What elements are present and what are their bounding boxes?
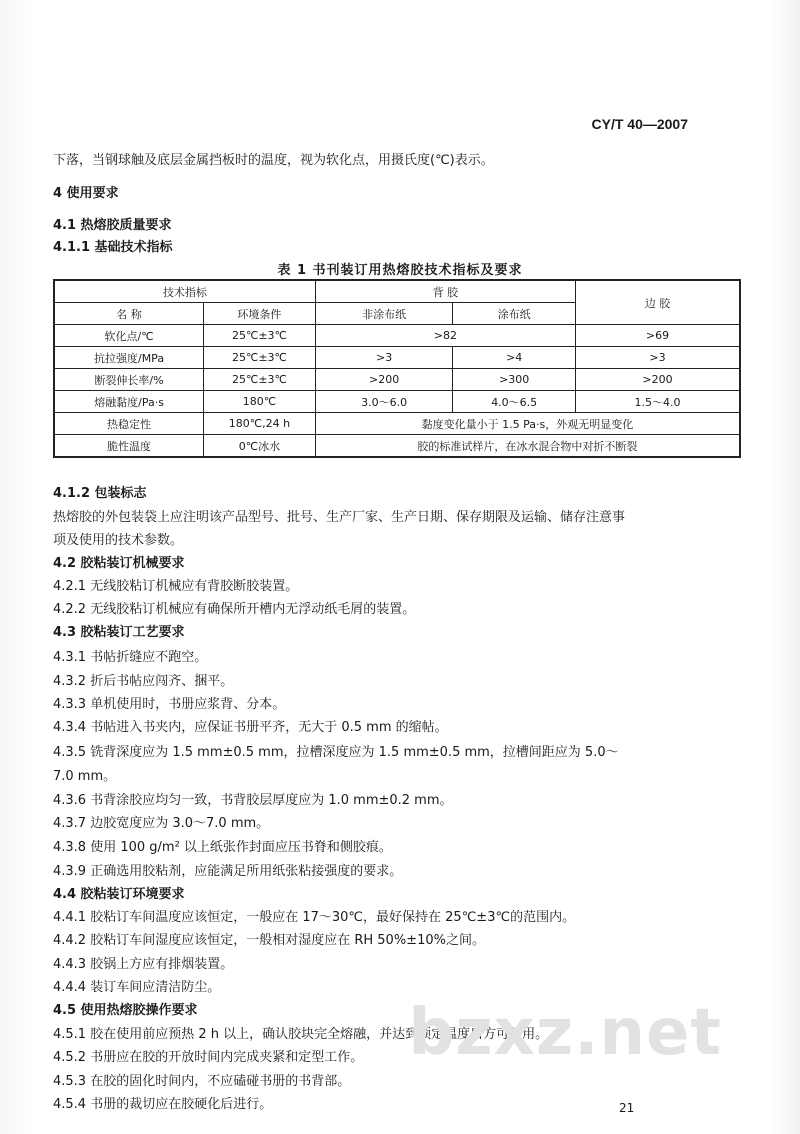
header-uncoated: 非涂布纸	[315, 303, 453, 325]
paragraph-line: 4.4.3 胶锅上方应有排烟装置。	[53, 957, 234, 972]
paragraph-line: 4.3.4 书帖进入书夹内，应保证书册平齐，无大于 0.5 mm 的缩帖。	[53, 720, 448, 735]
paragraph-line: 4.5.1 胶在使用前应预热 2 h 以上，确认胶块完全熔融，并达到预定温度后方可使用。	[53, 1027, 549, 1042]
section-heading: 4.1.2 包装标志	[53, 486, 147, 501]
paragraph-line: 4.3.8 使用 100 g/m² 以上纸张作封面应压书脊和侧胶痕。	[53, 840, 392, 855]
page-number: 21	[619, 1101, 635, 1115]
cell-side: >3	[576, 347, 741, 369]
section-heading: 4.3 胶粘装订工艺要求	[53, 625, 185, 640]
paragraph-line: 4.3.7 边胶宽度应为 3.0～7.0 mm。	[53, 816, 270, 831]
cell-env: 180℃,24 h	[204, 413, 316, 435]
paragraph-line: 4.2.1 无线胶粘订机械应有背胶断胶装置。	[53, 579, 299, 594]
cell-side: >69	[576, 325, 741, 347]
cell-name: 抗拉强度/MPa	[54, 347, 204, 369]
header-coated: 涂布纸	[453, 303, 576, 325]
paragraph-line: 4.2.2 无线胶粘订机械应有确保所开槽内无浮动纸毛屑的装置。	[53, 602, 416, 617]
paragraph-line: 7.0 mm。	[53, 769, 117, 784]
paragraph-line: 4.3.5 铣背深度应为 1.5 mm±0.5 mm，拉槽深度应为 1.5 mm±0.5 mm，拉槽间距应为 5.0～	[53, 745, 619, 760]
paragraph-line: 4.5.2 书册应在胶的开放时间内完成夹紧和定型工作。	[53, 1050, 364, 1065]
section-heading: 4.4 胶粘装订环境要求	[53, 887, 185, 902]
header-back-glue: 背 胶	[315, 280, 575, 303]
header-side-glue: 边 胶	[576, 280, 741, 325]
cell-merged: 黏度变化量小于 1.5 Pa·s，外观无明显变化	[315, 413, 740, 435]
cell-uncoated: >200	[315, 369, 453, 391]
paragraph-line: 4.4.1 胶粘订车间温度应该恒定，一般应在 17～30℃，最好保持在 25℃±3℃的范围内。	[53, 910, 576, 925]
section-heading: 4.5 使用热熔胶操作要求	[53, 1003, 198, 1018]
cell-uncoated: >3	[315, 347, 453, 369]
table-row	[54, 325, 740, 347]
paragraph-line: 4.3.6 书背涂胶应均匀一致，书背胶层厚度应为 1.0 mm±0.2 mm。	[53, 793, 453, 808]
spec-table	[53, 279, 741, 458]
header-environment: 环境条件	[204, 303, 316, 325]
table-row	[54, 347, 740, 369]
cell-back-merged: >82	[315, 325, 575, 347]
watermark: bzxz.net	[408, 996, 722, 1070]
cell-env: 0℃冰水	[204, 435, 316, 458]
section-4-1-title: 4.1 热熔胶质量要求	[53, 218, 172, 233]
cell-name: 热稳定性	[54, 413, 204, 435]
cell-coated: >4	[453, 347, 576, 369]
paragraph-line: 热熔胶的外包装袋上应注明该产品型号、批号、生产厂家、生产日期、保存期限及运输、储存注意事	[53, 510, 626, 525]
paragraph-line: 4.3.9 正确选用胶粘剂，应能满足所用纸张粘接强度的要求。	[53, 864, 403, 879]
paragraph-line: 4.3.1 书帖折缝应不跑空。	[53, 650, 208, 665]
table-header-row	[54, 280, 740, 303]
paragraph-line: 4.4.2 胶粘订车间湿度应该恒定，一般相对湿度应在 RH 50%±10%之间。	[53, 933, 485, 948]
cell-coated: 4.0～6.5	[453, 391, 576, 413]
cell-merged: 胶的标准试样片，在冰水混合物中对折不断裂	[315, 435, 740, 458]
paragraph-line: 4.4.4 装订车间应清洁防尘。	[53, 980, 221, 995]
intro-text: 下落，当钢球触及底层金属挡板时的温度，视为软化点，用摄氏度(℃)表示。	[53, 153, 494, 168]
cell-name: 熔融黏度/Pa·s	[54, 391, 204, 413]
paragraph-line: 项及使用的技术参数。	[53, 533, 184, 548]
table-row	[54, 369, 740, 391]
header-name: 名 称	[54, 303, 204, 325]
document-code: CY/T 40—2007	[591, 116, 688, 132]
cell-name: 断裂伸长率/%	[54, 369, 204, 391]
header-tech-indicators: 技术指标	[54, 280, 315, 303]
section-4-1-1-title: 4.1.1 基础技术指标	[53, 240, 173, 255]
paragraph-line: 4.5.3 在胶的固化时间内，不应磕碰书册的书背部。	[53, 1074, 351, 1089]
section-4-title: 4 使用要求	[53, 186, 119, 201]
cell-side: 1.5～4.0	[576, 391, 741, 413]
paragraph-line: 4.5.4 书册的裁切应在胶硬化后进行。	[53, 1097, 273, 1112]
cell-env: 25℃±3℃	[204, 325, 316, 347]
table-caption: 表 1 书刊装订用热熔胶技术指标及要求	[277, 263, 523, 278]
cell-env: 180℃	[204, 391, 316, 413]
table-row	[54, 391, 740, 413]
cell-side: >200	[576, 369, 741, 391]
cell-env: 25℃±3℃	[204, 347, 316, 369]
cell-uncoated: 3.0～6.0	[315, 391, 453, 413]
cell-env: 25℃±3℃	[204, 369, 316, 391]
section-heading: 4.2 胶粘装订机械要求	[53, 556, 185, 571]
table-row	[54, 435, 740, 458]
table-row	[54, 413, 740, 435]
paragraph-line: 4.3.2 折后书帖应闯齐、捆平。	[53, 674, 234, 689]
paragraph-line: 4.3.3 单机使用时，书册应浆背、分本。	[53, 697, 286, 712]
cell-name: 脆性温度	[54, 435, 204, 458]
cell-name: 软化点/℃	[54, 325, 204, 347]
cell-coated: >300	[453, 369, 576, 391]
